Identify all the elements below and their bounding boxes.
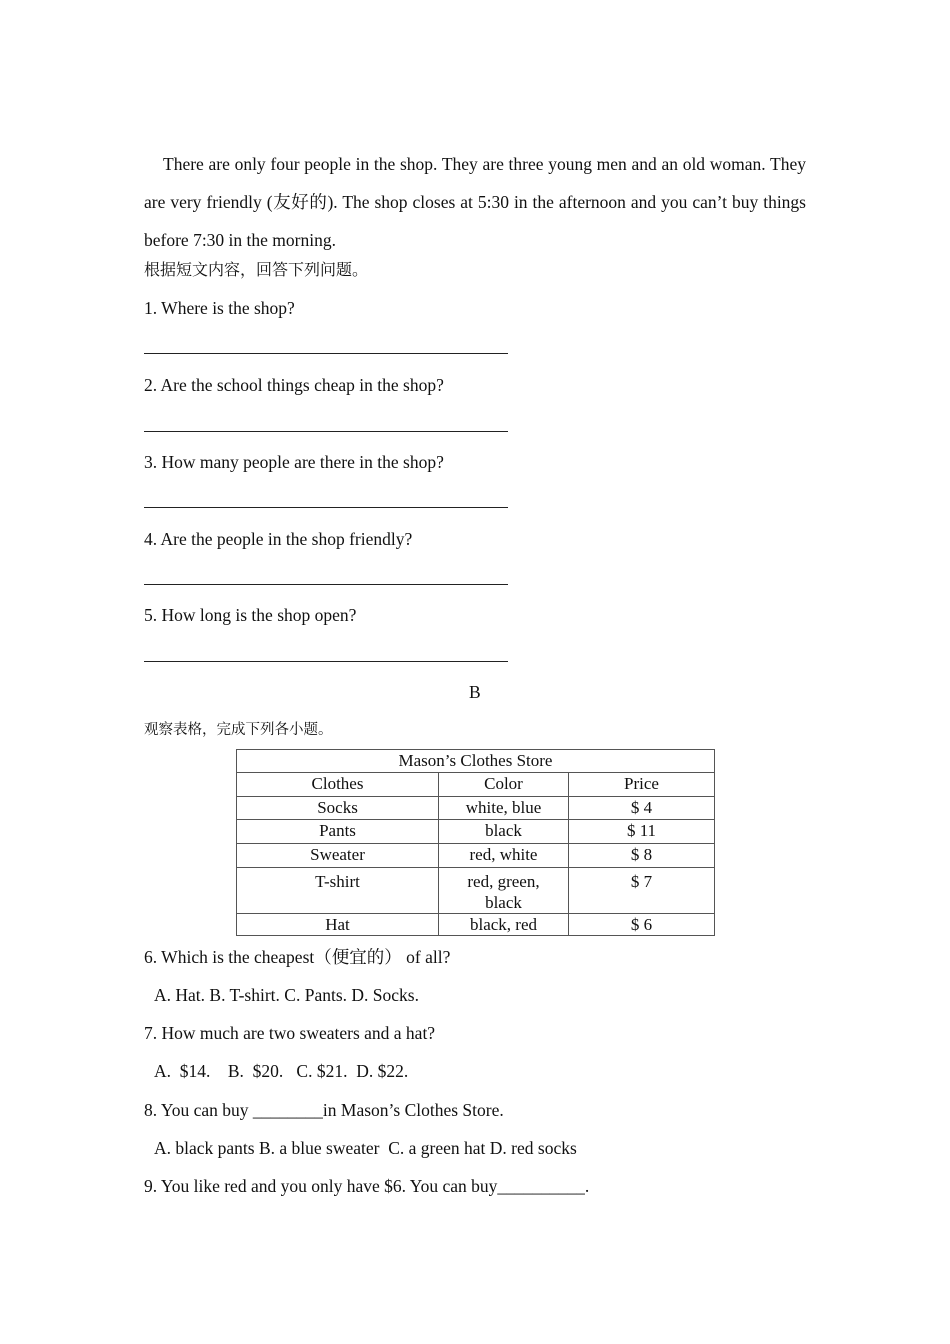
reading-passage: There are only four people in the shop. They are three young men and an old woman. They are very friendly (友好的). The shop closes at 5:30 in the afternoon and you can’t buy things before 7:30 in the morning. [144,154,806,250]
table-row [237,844,715,868]
cell: T-shirt [237,868,439,914]
table-row [237,868,715,914]
cell: Hat [237,914,439,936]
section-b-heading: B [469,682,481,702]
question-1: 1. Where is the shop? [144,298,295,318]
clothes-price-table [236,749,715,936]
cell: black, red [439,914,569,936]
cell: Sweater [237,844,439,868]
cell: $ 7 [569,868,715,914]
question-5: 5. How long is the shop open? [144,605,357,625]
question-6: 6. Which is the cheapest（便宜的） of all? [144,947,451,967]
question-4: 4. Are the people in the shop friendly? [144,529,413,549]
table-row [237,820,715,844]
question-7-options: A. $14. B. $20. C. $21. D. $22. [154,1061,409,1081]
answer-line-4[interactable] [144,584,508,585]
header-clothes: Clothes [237,773,439,797]
question-8: 8. You can buy ________in Mason’s Clothes Store. [144,1100,504,1120]
cell: black [439,820,569,844]
question-8-options: A. black pants B. a blue sweater C. a green hat D. red socks [154,1138,577,1158]
cell: Pants [237,820,439,844]
cell: Socks [237,797,439,820]
table-row [237,914,715,936]
cell: $ 11 [569,820,715,844]
question-9: 9. You like red and you only have $6. You can buy__________. [144,1176,590,1196]
cell: red, white [439,844,569,868]
answer-line-3[interactable] [144,507,508,508]
table-title: Mason’s Clothes Store [237,750,715,773]
instruction-a: 根据短文内容，回答下列问题。 [144,260,369,279]
cell: $ 6 [569,914,715,936]
table-row [237,797,715,820]
question-2: 2. Are the school things cheap in the shop? [144,375,444,395]
answer-line-1[interactable] [144,353,508,354]
question-6-options: A. Hat. B. T-shirt. C. Pants. D. Socks. [154,985,419,1005]
header-color: Color [439,773,569,797]
question-7: 7. How much are two sweaters and a hat? [144,1023,436,1043]
answer-line-5[interactable] [144,661,508,662]
cell: red, green, black [439,868,569,914]
question-3: 3. How many people are there in the shop? [144,452,444,472]
answer-line-2[interactable] [144,431,508,432]
cell: $ 4 [569,797,715,820]
instruction-b: 观察表格，完成下列各小题。 [144,722,333,738]
header-price: Price [569,773,715,797]
cell: $ 8 [569,844,715,868]
cell: white, blue [439,797,569,820]
